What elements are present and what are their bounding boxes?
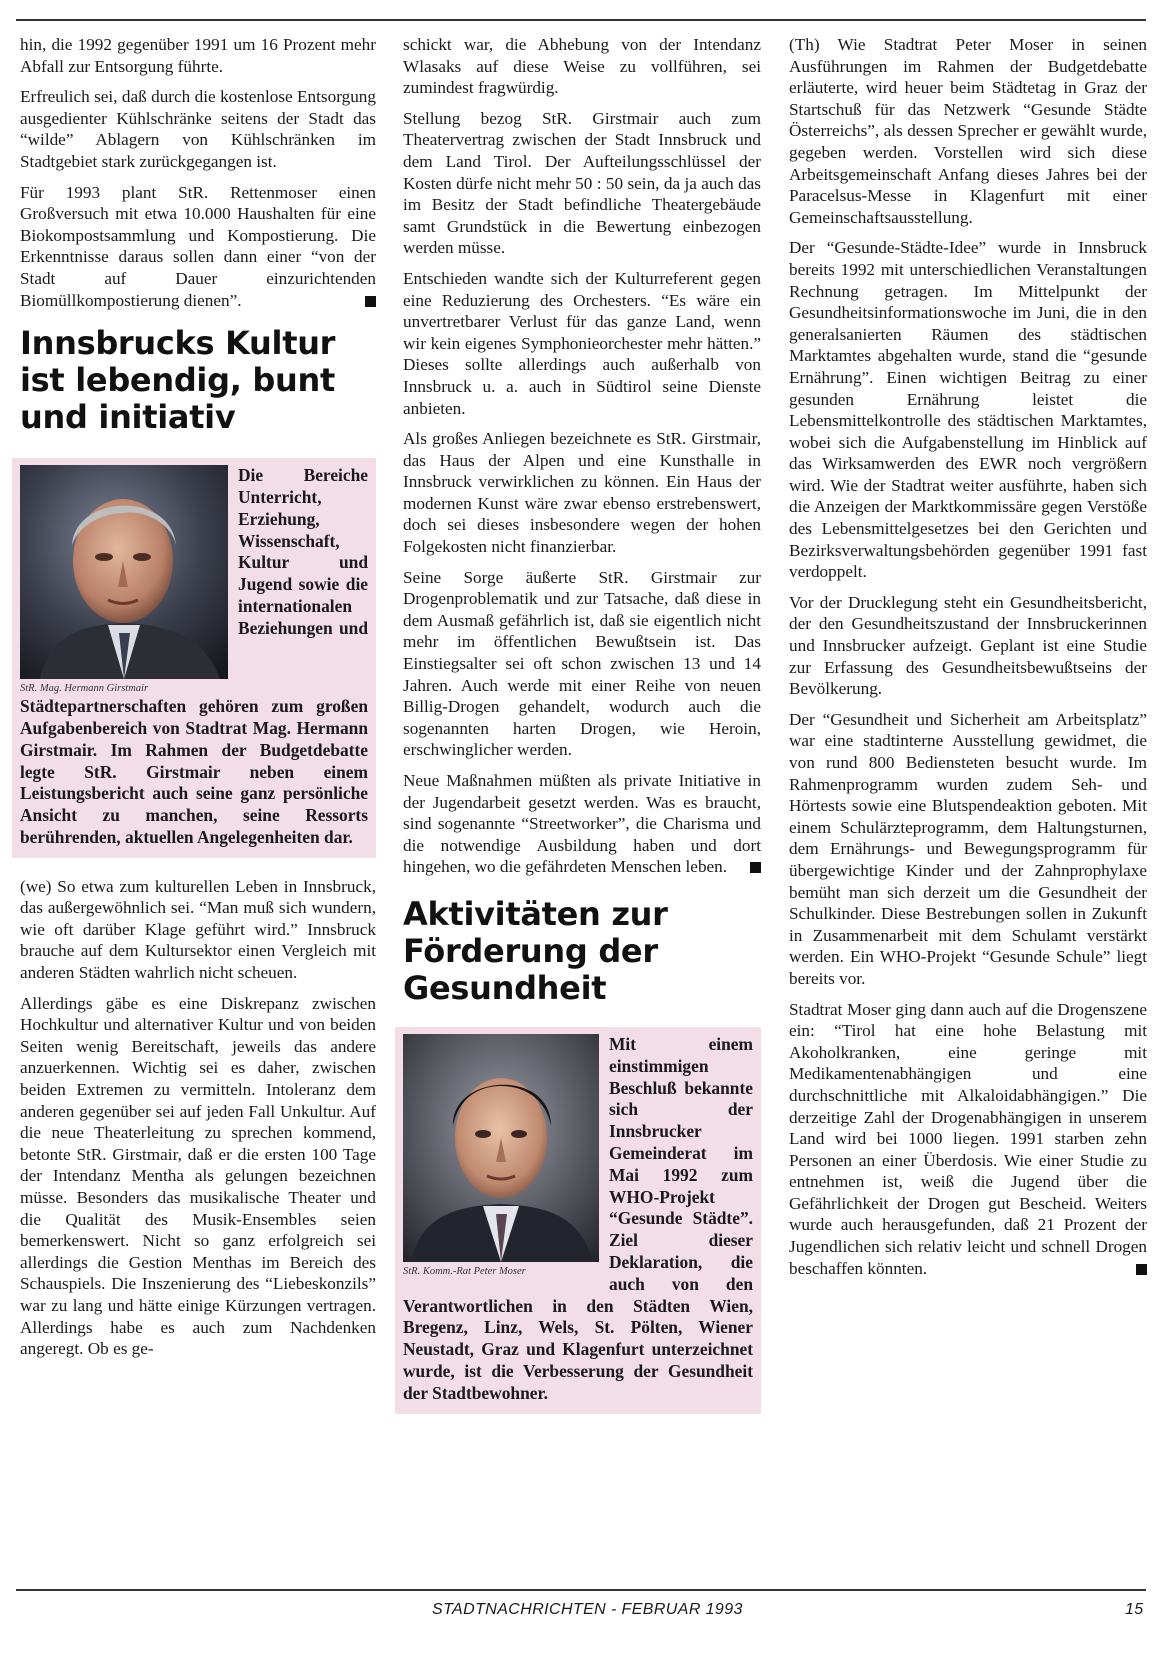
- paragraph: Vor der Drucklegung steht ein Gesundheitsbericht, der den Gesundheitszustand der Innsbruckerinnen und Innsbrucker aufzeigt. Geplant ist eine Studie zur Erfassung des Gesundheitsbewußtseins der Bevölkerung.: [789, 592, 1147, 699]
- paragraph-text: Stadtrat Moser ging dann auch auf die Drogenszene ein: “Tirol hat eine hohe Belastung mit Akoholkranken, eine geringe mit Medikamentenabhängigen und eine durchschnittliche mit Alkaloidabhängigen.” Die derzeitige Zahl der Drogenabhängigen in unserem Land wird bei 1000 liegen. 1991 starben zehn Personen an einer Überdosis. Wie einer Studie zu entnehmen ist, weiß die Jugend über die Gefährlichkeit der Drogen gut Bescheid. Weiters wurde auch herausgefunden, daß 21 Prozent der Jugendlichen sich relativ leicht und schnell Drogen beschaffen könnten.: [789, 999, 1147, 1278]
- paragraph: Allerdings gäbe es eine Diskrepanz zwischen Hochkultur und alternativer Kultur und von beiden Seiten wenig Bereitschaft, jeweils das andere anzuerkennen. Wichtig sei es daher, zwischen beiden Extremen zu vermitteln. Intoleranz dem anderen gegenüber sei auf jeden Fall Unkultur. Auf die neue Theaterleitung zu sprechen kommend, betonte StR. Girstmair, daß er die ersten 100 Tage der Intendanz Mentha als gelungen bezeichnen müsse. Besonders das musikalische Theater und die Qualität des Musik-Ensembles seien bemerkenswert. Nicht so ganz erfolgreich sei allerdings die Gestion Menthas im Bereich des Schauspiels. Die Inszenierung des “Liebeskonzils” war zu lang und hätte einige Kürzungen vertragen. Allerdings habe es auch zum Nachdenken angeregt. Ob es ge-: [20, 993, 376, 1359]
- end-mark-icon: [750, 862, 761, 873]
- end-mark-icon: [365, 296, 376, 307]
- paragraph: [403, 770, 761, 878]
- paragraph: (we) So etwa zum kulturellen Leben in Innsbruck, das außergewöhnlich sei. “Man muß sich wundern, wie oft darüber Klage geführt wird.” Innsbruck brauche auf dem Kultursektor einen Vergleich mit anderen Städten wahrlich nicht scheuen.: [20, 876, 376, 983]
- column-3: [789, 34, 1147, 1288]
- paragraph-text: Neue Maßnahmen müßten als private Initiative in der Jugendarbeit gesetzt werden. Was es braucht, sind sogenannte “Streetworker”, die Charisma und die notwendige Ausbildung haben und dort hingehen, wo die gefährdeten Menschen leben.: [403, 771, 761, 877]
- article-1-lead: Die Bereiche Unterricht, Erziehung, Wissenschaft, Kultur und Jugend sowie die internationalen Beziehungen und Städtepartnerschaften gehören zum großen Aufgabenbereich von Stadtrat Mag. Hermann Girstmair. Im Rahmen der Budgetdebatte legte StR. Girstmair neben einem Leistungsbericht auch seine ganz persönliche Ansicht zu manchen, seine Ressorts berührenden, aktuellen Angelegenheiten dar.: [20, 465, 368, 847]
- bottom-rule: [16, 1589, 1146, 1591]
- column-1: [20, 34, 376, 1369]
- article-2-headline: Aktivitäten zur Förderung der Gesundheit: [403, 894, 668, 1007]
- paragraph: Entschieden wandte sich der Kulturreferent gegen eine Reduzierung des Orchesters. “Es wäre ein unvertretbarer Verlust für das ganze Land, wenn wir kein eigenes Symphonieorchester mehr hätten.” Dieses sollte allerdings auch außerhalb von Innsbruck u. a. auch in Südtirol seine Dienste anbieten.: [403, 268, 761, 418]
- photo-caption: StR. Mag. Hermann Girstmair: [20, 683, 149, 695]
- paragraph: Seine Sorge äußerte StR. Girstmair zur Drogenproblematik und zur Tatsache, daß diese in dem Ausmaß gefährlich ist, daß sie eigentlich nicht mehr im öffentlichen Bewußtsein ist. Das Einstiegsalter sei oft schon zwischen 13 und 14 Jahren. Auch werde mit einer Reihe von neuen Billig-Drogen gehandelt, wodurch auch die sogenannten harten Drogen, wie Heroin, erschwinglicher werden.: [403, 567, 761, 760]
- paragraph: [789, 999, 1147, 1280]
- photo-caption: StR. Komm.-Rat Peter Moser: [403, 1265, 526, 1277]
- article-2-lead: Mit einem einstimmigen Beschluß bekannte sich der Innsbrucker Gemeinderat im Mai 1992 zum WHO-Projekt “Gesunde Städte”. Ziel dieser Deklaration, die auch von den Verantwortlichen in den Städten Wien, Bregenz, Linz, Wels, St. Pölten, Wiener Neustadt, Graz und Klagenfurt unterzeichnet wurde, ist die Verbesserung der Gesundheit der Stadtbewohner.: [403, 1033, 753, 1403]
- portrait-moser-image: [403, 1034, 599, 1262]
- paragraph: Als großes Anliegen bezeichnete es StR. Girstmair, das Haus der Alpen und eine Kunsthalle in Innsbruck verwirklichen zu können. Ein Haus der modernen Kunst wäre zwar ebenso erstrebenswert, doch sei dieses insbesondere wegen der hohen Folgekosten nicht finanzierbar.: [403, 429, 761, 557]
- end-mark-icon: [1136, 1264, 1147, 1275]
- portrait-girstmair-image: [20, 465, 228, 679]
- article-2-lead-box: [395, 1027, 761, 1414]
- paragraph: schickt war, die Abhebung von der Intendanz Wlasaks auf diese Weise zu vollführen, sei zumindest fragwürdig.: [403, 35, 761, 98]
- paragraph: Stellung bezog StR. Girstmair auch zum Theatervertrag zwischen der Stadt Innsbruck und dem Land Tirol. Der Aufteilungsschlüssel der Kosten dürfe nicht mehr 50 : 50 sein, da ja auch das im Besitz der Stadt befindliche Theatergebäude samt Grundstück in die Bewertung einbezogen werden müsse.: [403, 108, 761, 258]
- column-2: [403, 34, 761, 1432]
- paragraph: [20, 182, 376, 312]
- paragraph: Der “Gesunde-Städte-Idee” wurde in Innsbruck bereits 1992 mit unterschiedlichen Veranstaltungen Rechnung getragen. Im Mittelpunkt der Gesundheitsinformationswoche im Juni, die in den generalsanierten Räumen des städtischen Marktamtes abgehalten wurde, stand die “gesunde Ernährung”. Einen wichtigen Beitrag zu einer gesunden Ernährung leistet die Lebensmittelkontrolle des städtischen Marktamtes, wobei sich die Aufgabenstellung im Hinblick auf das Wirksamwerden des EWR noch vergrößern wird. Wie der Stadtrat weiter ausführte, haben sich die Anzeigen der Marktkommissäre gegen Verstöße des Lebensmittelgesetzes bei den Gerichten und Bezirksverwaltungsbehörden gegenüber 1991 fast verdoppelt.: [789, 238, 1147, 582]
- paragraph: Der “Gesundheit und Sicherheit am Arbeitsplatz” war eine stadtinterne Ausstellung gewidmet, die von rund 800 Bediensteten besucht wurde. Im Rahmenprogramm wurden zudem Seh- und Hörtests sowie eine Blutspendeaktion geboten. Mit einem Schulärzteprogramm, dem Haltungsturnen, dem Ernährungs- und Bewegungsprogramm für übergewichtige Kinder und der Zahnprophylaxe bemüht man sich derzeit um die Gesundheit der Schulkinder. Diese Bestrebungen sollen in Zukunft in Zusammenarbeit mit dem Schulamt verstärkt werden. Ein WHO-Projekt “Gesunde Schule” liegt bereits vor.: [789, 709, 1147, 988]
- paragraph: hin, die 1992 gegenüber 1991 um 16 Prozent mehr Abfall zur Entsorgung führte.: [20, 35, 376, 76]
- paragraph-text: Für 1993 plant StR. Rettenmoser einen Großversuch mit etwa 10.000 Haushalten für eine Biokompostsammlung und Kompostierung. Die Erkenntnisse daraus sollen dann einer “von der Stadt auf Dauer einzurichtenden Biomüllkompostierung dienen”.: [20, 182, 376, 310]
- top-rule: [16, 19, 1146, 21]
- article-1-headline: Innsbrucks Kultur ist lebendig, bunt und initiativ: [20, 324, 336, 437]
- publication-title: STADTNACHRICHTEN - FEBRUAR 1993: [432, 1601, 743, 1618]
- page-number: 15: [1125, 1601, 1144, 1618]
- article-1-photo: [20, 465, 228, 696]
- article-1-lead-box: [12, 458, 376, 858]
- paragraph: (Th) Wie Stadtrat Peter Moser in seinen Ausführungen im Rahmen der Budgetdebatte erläuterte, wird heuer beim Städtetag in Graz der Startschuß für das Netzwerk “Gesunde Städte Österreichs”, als dessen Sprecher er gewählt wurde, gegeben werden. Vorstellen wird sich diese Arbeitsgemeinschaft Anfang dieses Jahres bei der Paracelsus-Messe in Klagenfurt mit einer Gemeinschaftsausstellung.: [789, 35, 1147, 227]
- paragraph: Erfreulich sei, daß durch die kostenlose Entsorgung ausgedienter Kühlschränke seitens der Stadt das “wilde” Ablagern von Kühlschränken im Stadtgebiet stark zurückgegangen ist.: [20, 87, 376, 171]
- article-2-photo: [403, 1034, 599, 1279]
